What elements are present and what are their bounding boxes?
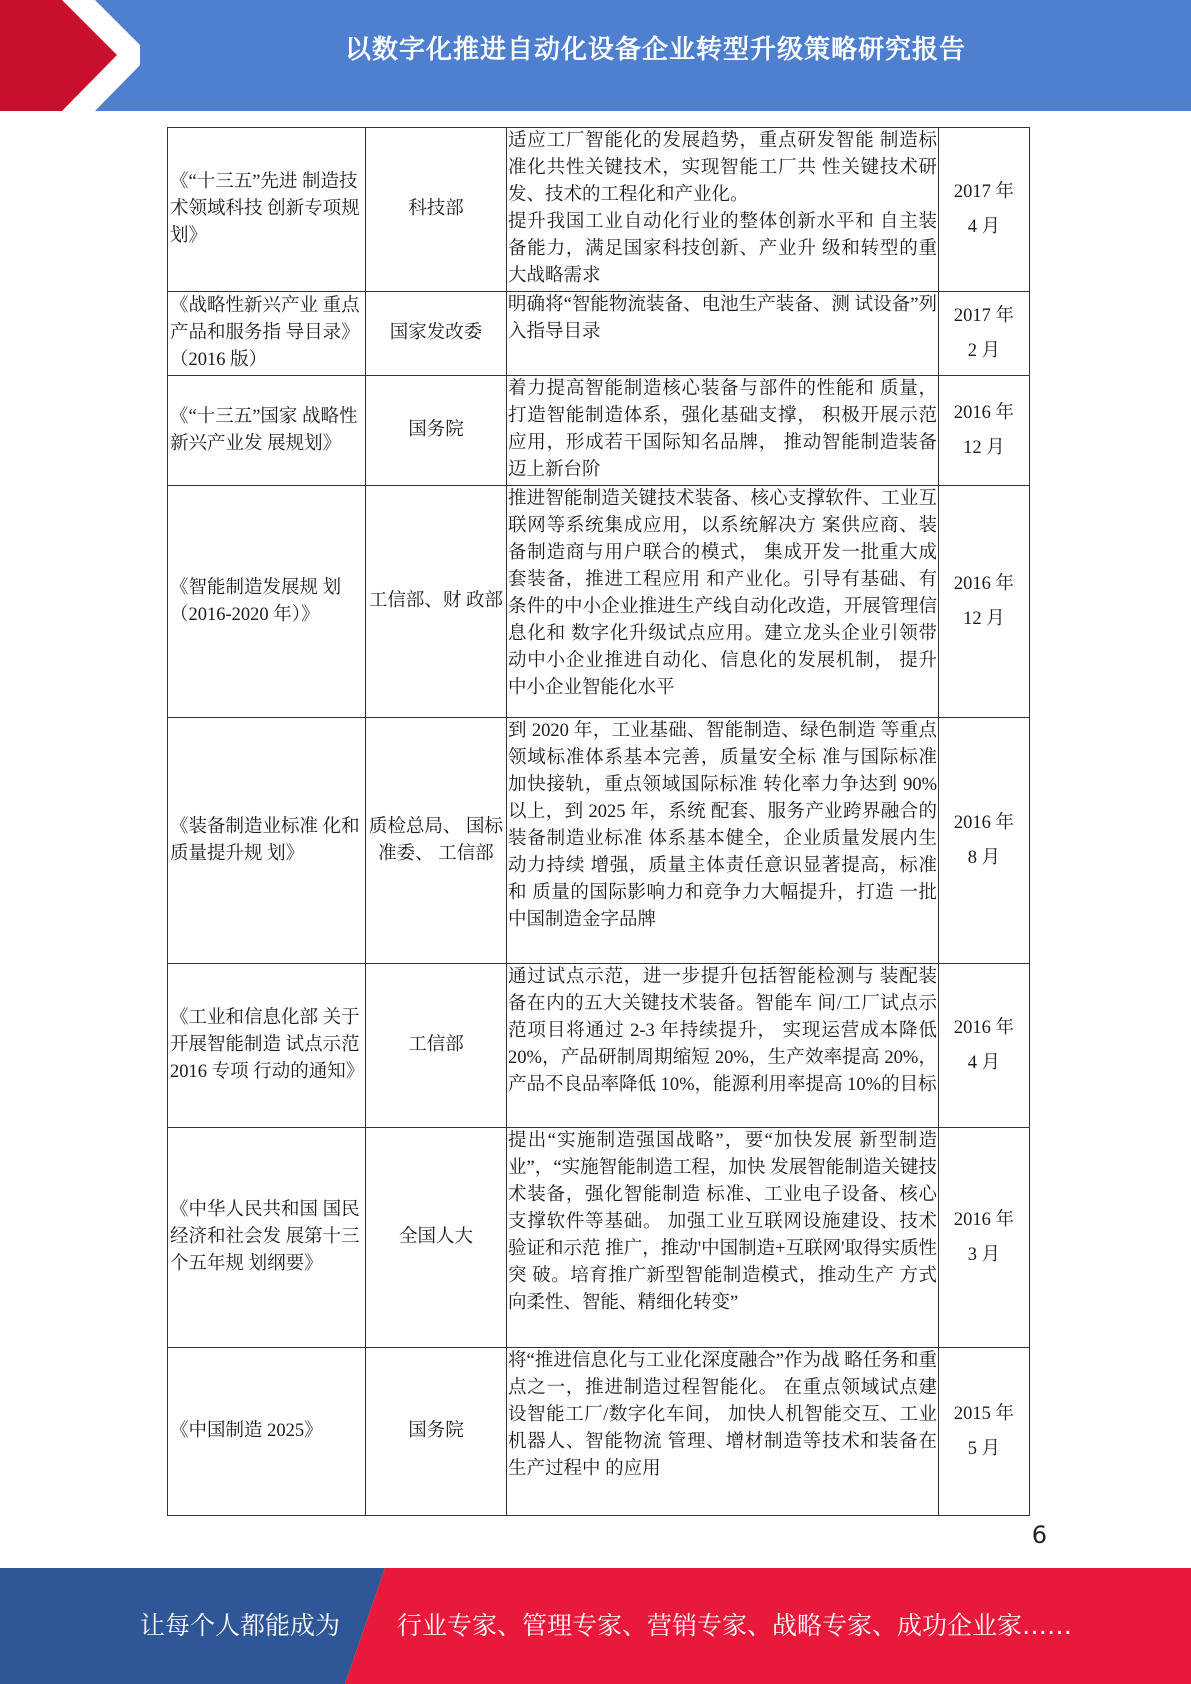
- policy-content-cell: [507, 292, 939, 376]
- date-year: 2016 年: [953, 573, 1015, 594]
- department-cell: 国务院: [366, 376, 507, 486]
- table-row: [168, 1128, 1030, 1348]
- content-paragraph: 适应工厂智能化的发展趋势，重点研发智能 制造标准化共性关键技术，实现智能工厂共 性关键技术研发、技术的工程化和产业化。: [508, 131, 937, 205]
- date-year: 2016 年: [953, 812, 1015, 833]
- policy-content-cell: [507, 486, 939, 718]
- date-month: 12 月: [963, 437, 1005, 458]
- department-cell: 国家发改委: [366, 292, 507, 376]
- page-number: 6: [1031, 1521, 1047, 1549]
- content-paragraph: 到 2020 年，工业基础、智能制造、绿色制造 等重点领域标准体系基本完善，质量安全标 准与国际标准加快接轨，重点领域国际标准 转化率力争达到 90%以上，到 2025 年，系统 配套、服务产业跨界融合的装备制造业标准 体系基本健全，企业质量发展内生动力持续 增强，质量主体责任意识显著提高，标准和 质量的国际影响力和竞争力大幅提升，打造 一批中国制造金字品牌: [508, 721, 937, 930]
- page-footer: [0, 1568, 1191, 1684]
- content-paragraph: 将“推进信息化与工业化深度融合”作为战 略任务和重点之一，推进制造过程智能化。 在重点领域试点建设智能工厂/数字化车间， 加快人机智能交互、工业机器人、智能物流 管理、增材制造等技术和装备在生产过程中 的应用: [508, 1351, 937, 1479]
- date-cell: [939, 1348, 1030, 1516]
- content-paragraph: 提升我国工业自动化行业的整体创新水平和 自主装备能力，满足国家科技创新、产业升 级和转型的重大战略需求: [508, 212, 937, 286]
- date-cell: [939, 486, 1030, 718]
- policy-name-cell: 《智能制造发展规 划（2016-2020 年）》: [168, 486, 366, 718]
- date-cell: [939, 376, 1030, 486]
- department-cell: 全国人大: [366, 1128, 507, 1348]
- date-cell: [939, 1128, 1030, 1348]
- date-year: 2017 年: [953, 305, 1015, 326]
- policy-content-cell: [507, 718, 939, 964]
- date-year: 2016 年: [953, 1017, 1015, 1038]
- department-cell: 质检总局、 国标准委、 工信部: [366, 718, 507, 964]
- date-cell: [939, 964, 1030, 1128]
- date-month: 4 月: [967, 1052, 1001, 1073]
- date-year: 2017 年: [953, 181, 1015, 202]
- content-paragraph: 通过试点示范，进一步提升包括智能检测与 装配装备在内的五大关键技术装备。智能车 间/工厂试点示范项目将通过 2-3 年持续提升， 实现运营成本降低 20%，产品研制周期缩短 20%，生产效率提高 20%，产品不良品率降低 10%，能源利用率提高 10%的目标: [508, 967, 937, 1095]
- header-arrow-decoration: [0, 0, 140, 111]
- date-month: 4 月: [967, 216, 1001, 237]
- department-cell: 工信部、财 政部: [366, 486, 507, 718]
- policy-content-cell: [507, 964, 939, 1128]
- table-row: [168, 128, 1030, 292]
- date-cell: [939, 718, 1030, 964]
- content-paragraph: 明确将“智能物流装备、电池生产装备、测 试设备”列入指导目录: [508, 295, 937, 342]
- policy-name-cell: 《工业和信息化部 关于开展智能制造 试点示范 2016 专项 行动的通知》: [168, 964, 366, 1128]
- department-cell: 国务院: [366, 1348, 507, 1516]
- date-cell: [939, 128, 1030, 292]
- policy-content-cell: [507, 376, 939, 486]
- page-header: [0, 0, 1191, 111]
- content-paragraph: 着力提高智能制造核心装备与部件的性能和 质量，打造智能制造体系，强化基础支撑， 积极开展示范应用，形成若干国际知名品牌， 推动智能制造装备迈上新台阶: [508, 379, 937, 480]
- policy-content-cell: [507, 1128, 939, 1348]
- policy-name-cell: 《中国制造 2025》: [168, 1348, 366, 1516]
- date-year: 2016 年: [953, 1209, 1015, 1230]
- table-row: [168, 718, 1030, 964]
- content-paragraph: 提出“实施制造强国战略”，要“加快发展 新型制造业”，“实施智能制造工程，加快 发展智能制造关键技术装备，强化智能制造 标准、工业电子设备、核心支撑软件等基础。 加强工业互联网设施建设、技术验证和示范 推广，推动'中国制造+互联网'取得实质性突 破。培育推广新型智能制造模式，推动生产 方式向柔性、智能、精细化转变”: [508, 1131, 937, 1313]
- date-month: 2 月: [967, 340, 1001, 361]
- footer-slogan-left: 让每个人都能成为: [140, 1611, 341, 1640]
- policy-name-cell: 《中华人民共和国 国民经济和社会发 展第十三个五年规 划纲要》: [168, 1128, 366, 1348]
- content-paragraph: 推进智能制造关键技术装备、核心支撑软件、工业互联网等系统集成应用，以系统解决方 案供应商、装备制造商与用户联合的模式， 集成开发一批重大成套装备，推进工程应用 和产业化。引导有基础、有条件的中小企业推进生产线自动化改造，开展管理信息化和 数字化升级试点应用。建立龙头企业引领带 动中小企业推进自动化、信息化的发展机制， 提升中小企业智能化水平: [508, 489, 937, 698]
- department-cell: 工信部: [366, 964, 507, 1128]
- date-month: 5 月: [967, 1438, 1001, 1459]
- policy-name-cell: 《“十三五”国家 战略性新兴产业发 展规划》: [168, 376, 366, 486]
- policy-name-cell: 《战略性新兴产业 重点产品和服务指 导目录》（2016 版）: [168, 292, 366, 376]
- policy-name-cell: 《装备制造业标准 化和质量提升规 划》: [168, 718, 366, 964]
- policy-content-cell: [507, 1348, 939, 1516]
- footer-slogan-right: 行业专家、管理专家、营销专家、战略专家、成功企业家……: [397, 1611, 1073, 1640]
- policy-content-cell: [507, 128, 939, 292]
- report-title: 以数字化推进自动化设备企业转型升级策略研究报告: [344, 35, 966, 65]
- table-row: [168, 292, 1030, 376]
- date-month: 8 月: [967, 847, 1001, 868]
- date-cell: [939, 292, 1030, 376]
- policy-table: [167, 127, 1030, 1516]
- table-row: [168, 964, 1030, 1128]
- table-row: [168, 376, 1030, 486]
- date-year: 2016 年: [953, 402, 1015, 423]
- date-month: 12 月: [963, 608, 1005, 629]
- table-row: [168, 486, 1030, 718]
- date-year: 2015 年: [953, 1403, 1015, 1424]
- policy-name-cell: 《“十三五”先进 制造技术领域科技 创新专项规划》: [168, 128, 366, 292]
- table-row: [168, 1348, 1030, 1516]
- date-month: 3 月: [967, 1244, 1001, 1265]
- department-cell: 科技部: [366, 128, 507, 292]
